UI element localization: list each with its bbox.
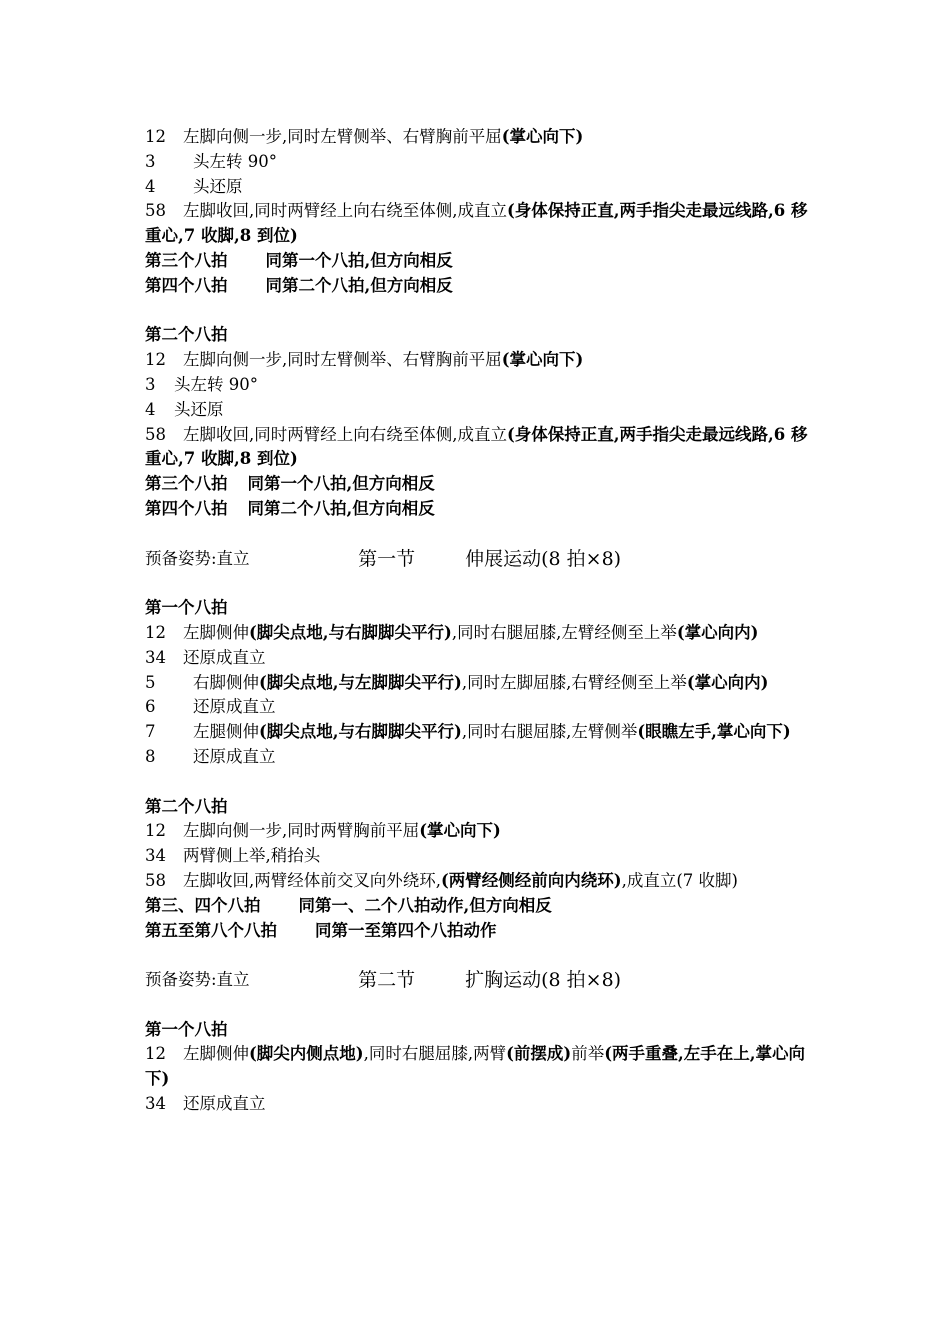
- line-text: ,同时右腿屈膝,左臂侧举: [461, 722, 638, 742]
- beat-number: 3: [145, 374, 156, 394]
- text-line: [145, 199, 810, 249]
- text-line: [145, 249, 810, 274]
- text-line: [145, 819, 810, 844]
- line-text: ,同时左脚屈膝,右臂经侧至上举: [461, 672, 687, 692]
- blank-line: [145, 770, 810, 795]
- beat-number: 34: [145, 846, 166, 866]
- bold-note: (两臂经侧经前向内绕环): [441, 870, 622, 890]
- section-title: 扩胸运动(8 拍×8): [465, 969, 622, 992]
- bold-note: (前摆成): [506, 1044, 572, 1064]
- phrase-text: 同第一个八拍,但方向相反: [247, 474, 435, 494]
- text-line: [145, 423, 810, 473]
- bold-note: (掌心向下): [419, 821, 501, 841]
- line-text: 左腿侧伸: [193, 722, 259, 742]
- phrase-text: 同第二个八拍,但方向相反: [265, 275, 453, 295]
- text-line: [145, 274, 810, 299]
- bold-note: (身体保持正直,两手指尖走最远线路,6 移重心,7 收脚,8 到位): [145, 201, 808, 246]
- section-title: 伸展运动(8 拍×8): [465, 547, 622, 570]
- phrase-text: 同第一至第四个八拍动作: [315, 920, 497, 940]
- text-line: [145, 398, 810, 423]
- phrase-title: 第一个八拍: [145, 1019, 228, 1039]
- line-text: 左脚侧伸: [183, 1044, 249, 1064]
- text-line: [145, 720, 810, 745]
- phrase-title: 第二个八拍: [145, 796, 228, 816]
- line-text: 头左转 90°: [193, 151, 277, 171]
- bold-note: (两手重叠,左手在上,掌心向下): [145, 1044, 806, 1089]
- bold-note: (掌心向内): [676, 622, 759, 642]
- beat-number: 34: [145, 1094, 166, 1114]
- line-text: 还原成直立: [183, 647, 266, 667]
- text-line: [145, 894, 810, 919]
- text-line: [145, 671, 810, 696]
- beat-number: 6: [145, 697, 156, 717]
- text-line: [145, 869, 810, 894]
- blank-line: [145, 299, 810, 324]
- beat-number: 58: [145, 870, 166, 890]
- beat-number: 4: [145, 176, 156, 196]
- line-text: 右脚侧伸: [193, 672, 259, 692]
- prep-posture: 预备姿势:直立: [145, 548, 250, 568]
- phrase-label: 第三、四个八拍: [145, 895, 261, 915]
- line-text: 左脚收回,两臂经体前交叉向外绕环,: [183, 870, 441, 890]
- prep-posture: 预备姿势:直立: [145, 970, 250, 990]
- beat-number: 58: [145, 201, 166, 221]
- bold-note: (掌心向下): [501, 127, 584, 146]
- phrase-text: 同第一个八拍,但方向相反: [265, 250, 453, 270]
- beat-number: 12: [145, 350, 166, 370]
- text-line: [145, 695, 810, 720]
- bold-note: (脚尖点地,与左脚脚尖平行): [259, 672, 462, 692]
- text-line: [145, 1042, 810, 1092]
- line-text: 两臂侧上举,稍抬头: [183, 846, 321, 866]
- line-text: 左脚向侧一步,同时两臂胸前平屈: [183, 821, 420, 841]
- beat-number: 58: [145, 424, 166, 444]
- beat-number: 4: [145, 399, 156, 419]
- line-text: 头还原: [193, 176, 243, 196]
- bold-note: (眼瞧左手,掌心向下): [637, 722, 791, 742]
- line-text: 还原成直立: [193, 746, 276, 766]
- bold-note: (脚尖内侧点地): [249, 1044, 364, 1064]
- text-line: [145, 745, 810, 770]
- text-line: [145, 844, 810, 869]
- line-text: 还原成直立: [183, 1094, 266, 1114]
- line-text: 左脚侧伸: [183, 622, 249, 642]
- beat-number: 12: [145, 622, 166, 642]
- line-text: 左脚向侧一步,同时左臂侧举、右臂胸前平屈: [183, 350, 502, 370]
- line-text: 左脚向侧一步,同时左臂侧举、右臂胸前平屈: [183, 127, 502, 146]
- line-text: 前举: [571, 1044, 605, 1064]
- beat-number: 3: [145, 151, 156, 171]
- phrase-label: 第五至第八个八拍: [145, 920, 277, 940]
- beat-number: 34: [145, 647, 166, 667]
- text-line: [145, 1092, 810, 1117]
- bold-note: (掌心向内): [686, 672, 769, 692]
- phrase-text: 同第二个八拍,但方向相反: [247, 498, 435, 518]
- text-line: [145, 348, 810, 373]
- phrase-label: 第三个八拍: [145, 250, 228, 270]
- beat-number: 12: [145, 1044, 166, 1064]
- beat-number: 12: [145, 821, 166, 841]
- phrase-label: 第三个八拍: [145, 474, 228, 494]
- beat-number: 5: [145, 672, 156, 692]
- document-body: [145, 125, 810, 1117]
- line-text: 还原成直立: [193, 697, 276, 717]
- beat-number: 8: [145, 746, 156, 766]
- text-line: [145, 373, 810, 398]
- phrase-title: 第一个八拍: [145, 598, 228, 618]
- bold-note: (脚尖点地,与右脚脚尖平行): [249, 622, 452, 642]
- bold-note: (脚尖点地,与右脚脚尖平行): [259, 722, 462, 742]
- line-text: ,成直立(7 收脚): [621, 870, 738, 890]
- text-line: [145, 646, 810, 671]
- text-line: [145, 175, 810, 200]
- line-text: 头还原: [174, 399, 224, 419]
- bold-note: (身体保持正直,两手指尖走最远线路,6 移重心,7 收脚,8 到位): [145, 424, 808, 469]
- section-number: 第一节: [358, 547, 416, 570]
- text-line: [145, 621, 810, 646]
- beat-number: 7: [145, 722, 156, 742]
- bold-note: (掌心向下): [501, 350, 584, 370]
- text-line: [145, 150, 810, 175]
- text-line: [145, 497, 810, 522]
- text-line: [145, 125, 810, 150]
- phrase-text: 同第一、二个八拍动作,但方向相反: [298, 895, 552, 915]
- line-text: ,同时右腿屈膝,两臂: [363, 1044, 507, 1064]
- line-text: 左脚收回,同时两臂经上向右绕至体侧,成直立: [183, 424, 507, 444]
- line-text: 左脚收回,同时两臂经上向右绕至体侧,成直立: [183, 201, 507, 221]
- beat-number: 12: [145, 127, 166, 146]
- section-number: 第二节: [358, 969, 416, 992]
- phrase-title: 第二个八拍: [145, 325, 228, 345]
- phrase-label: 第四个八拍: [145, 275, 228, 295]
- text-line: [145, 919, 810, 944]
- phrase-label: 第四个八拍: [145, 498, 228, 518]
- line-text: 头左转 90°: [174, 374, 258, 394]
- text-line: [145, 472, 810, 497]
- line-text: ,同时右腿屈膝,左臂经侧至上举: [451, 622, 677, 642]
